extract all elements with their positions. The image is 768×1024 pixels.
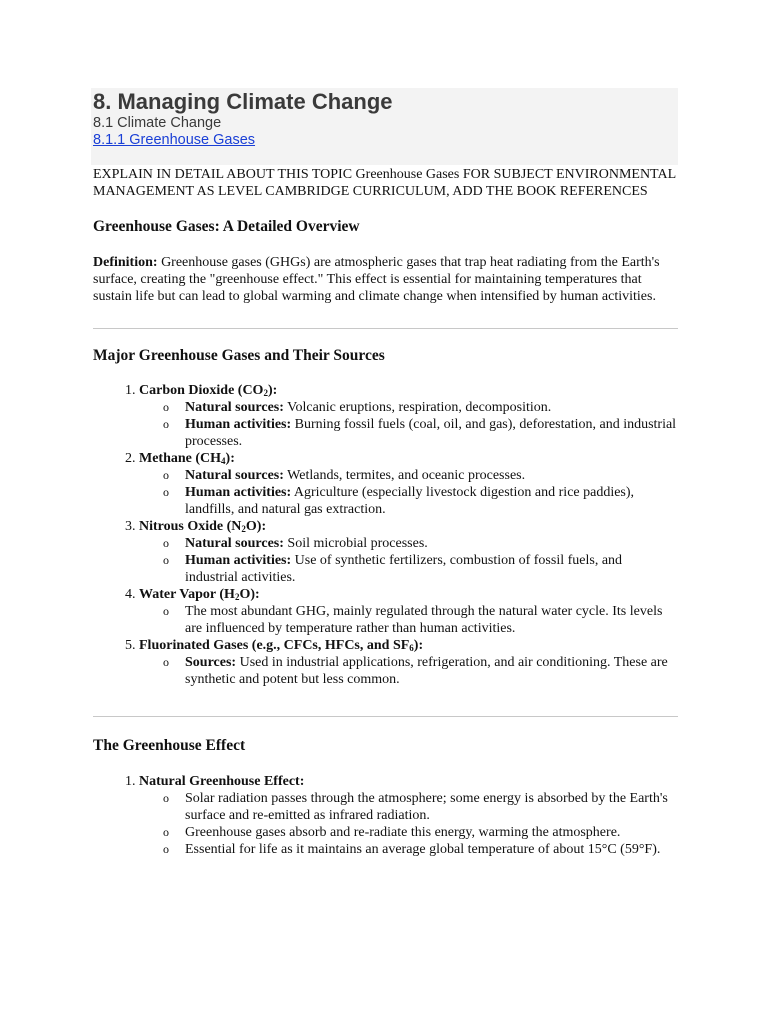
major-gases-heading: Major Greenhouse Gases and Their Sources (93, 347, 385, 364)
gases-list (93, 382, 678, 688)
list-item: o Human activities: Use of synthetic fertilizers, combustion of fossil fuels, and industrial activities. (185, 552, 678, 586)
list-item: o Natural sources: Soil microbial processes. (185, 535, 678, 552)
list-item: o Natural sources: Wetlands, termites, and oceanic processes. (185, 467, 678, 484)
list-item: o The most abundant GHG, mainly regulated through the natural water cycle. Its levels are influenced by temperature rather than human activities. (185, 603, 678, 637)
list-item: o Solar radiation passes through the atmosphere; some energy is absorbed by the Earth's surface and re-emitted as infrared radiation. (185, 790, 678, 824)
gas-name: Carbon Dioxide $(CO_2)$: (139, 383, 278, 398)
gas-name: Methane $(CH_4)$: (139, 451, 235, 466)
sub-list (139, 399, 678, 450)
list-item (139, 637, 678, 688)
subsection-link[interactable]: 8.1.1 Greenhouse Gases (93, 132, 256, 148)
list-item: o Human activities: Burning fossil fuels (coal, oil, and gas), deforestation, and industrial processes. (185, 416, 678, 450)
effect-item-title: Natural Greenhouse Effect: (139, 774, 305, 789)
prompt-text: EXPLAIN IN DETAIL ABOUT THIS TOPIC Greenhouse Gases FOR SUBJECT ENVIRONMENTAL MANAGEMENT AS LEVEL CAMBRIDGE CURRICULUM, ADD THE BOOK REFERENCES (93, 167, 676, 199)
section-title: 8.1 Climate Change (93, 115, 222, 131)
greenhouse-effect-heading: The Greenhouse Effect (93, 737, 246, 754)
definition-paragraph (93, 254, 678, 305)
gas-name: Fluorinated Gases (e.g., CFCs, HFCs, and $SF_6$): (139, 638, 424, 653)
list-item: o Natural sources: Volcanic eruptions, respiration, decomposition. (185, 399, 678, 416)
definition-text: Greenhouse gases (GHGs) are atmospheric gases that trap heat radiating from the Earth's surface, creating the "greenhouse effect." This effect is essential for maintaining temperatures that sustain life but can lead to global warming and climate change when intensified by human activities. (93, 255, 660, 304)
chapter-title: 8. Managing Climate Change (93, 89, 393, 114)
divider (93, 328, 678, 329)
chapter-header (91, 88, 678, 165)
list-item: o Sources: Used in industrial applications, refrigeration, and air conditioning. These are synthetic and potent but less common. (185, 654, 678, 688)
divider (93, 716, 678, 717)
list-item (139, 586, 678, 637)
sub-list (139, 467, 678, 518)
gas-name: Nitrous Oxide $(N_2O)$: (139, 519, 267, 534)
sub-list (139, 535, 678, 586)
list-item (139, 773, 678, 858)
list-item: o Essential for life as it maintains an average global temperature of about 15°C (59°F). (185, 841, 678, 858)
sub-list (139, 603, 678, 637)
list-item (139, 518, 678, 586)
list-item (139, 450, 678, 518)
list-item: o Greenhouse gases absorb and re-radiate this energy, warming the atmosphere. (185, 824, 678, 841)
document-page (93, 88, 678, 858)
definition-label: Definition: (93, 255, 158, 270)
sub-list (139, 790, 678, 858)
effect-list (93, 773, 678, 858)
overview-heading: Greenhouse Gases: A Detailed Overview (93, 218, 360, 235)
list-item (139, 382, 678, 450)
list-item: o Human activities: Agriculture (especially livestock digestion and rice paddies), landfills, and natural gas extraction. (185, 484, 678, 518)
sub-list (139, 654, 678, 688)
gas-name: Water Vapor $(H_2O)$: (139, 587, 260, 602)
